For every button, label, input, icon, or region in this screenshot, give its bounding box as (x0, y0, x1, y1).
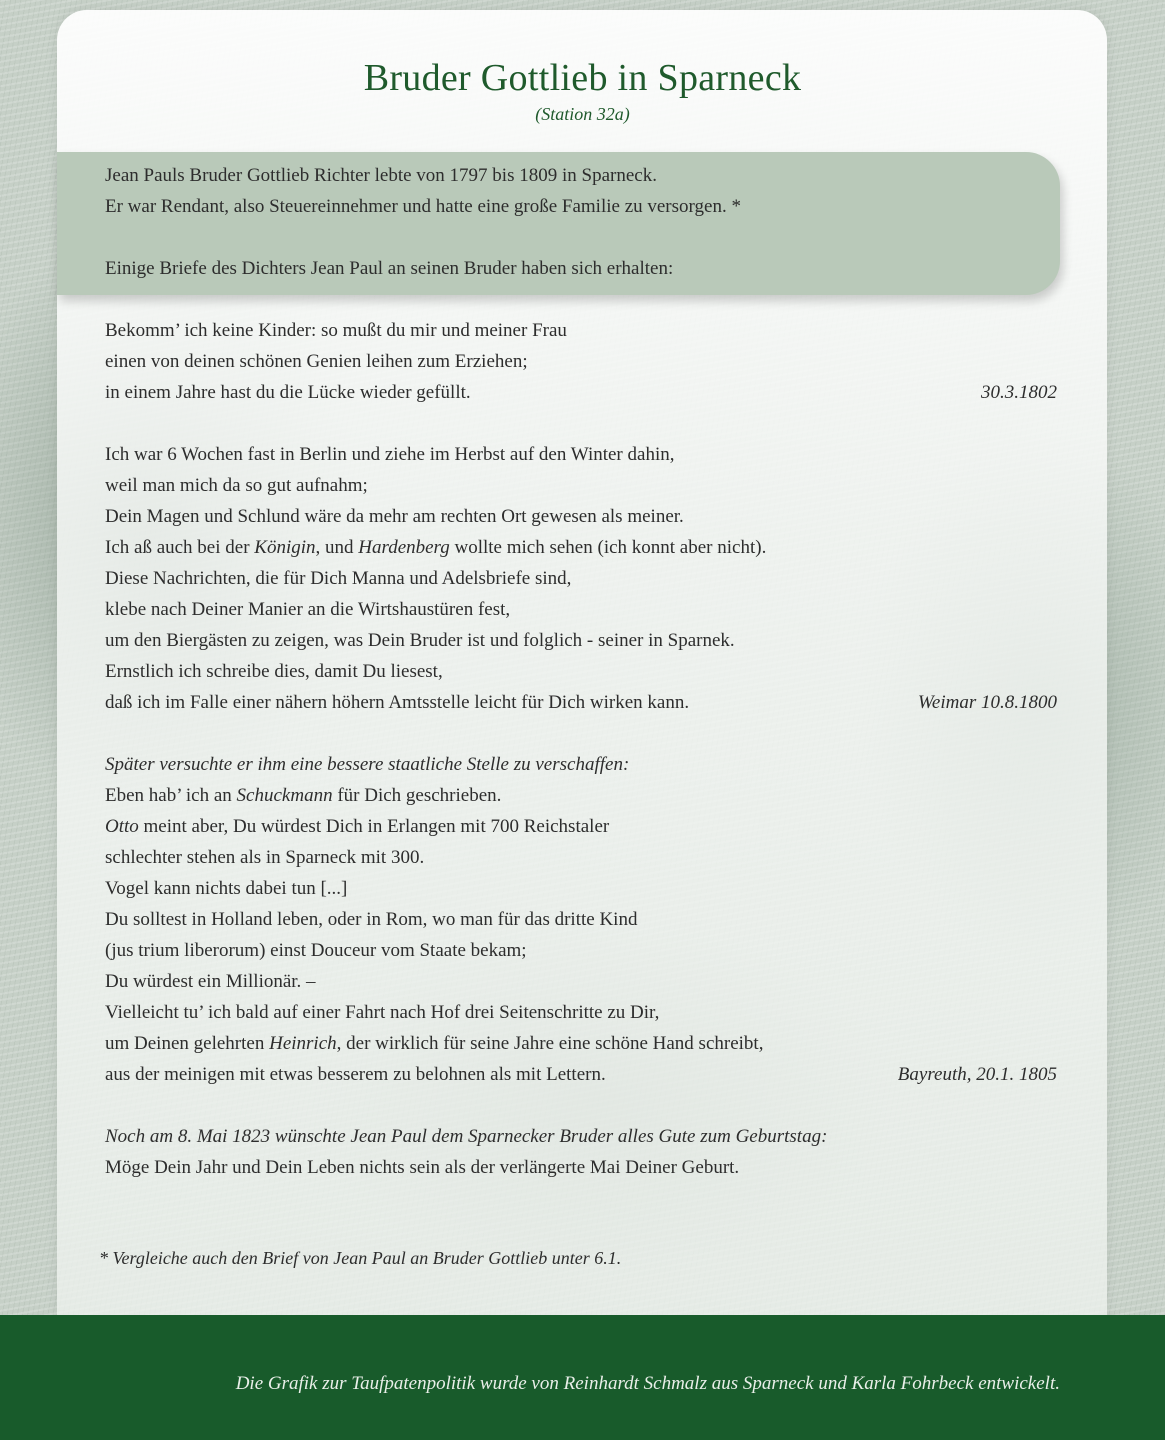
text-segment: meint aber, Du würdest Dich in Erlangen mit 700 Reichstaler (138, 816, 610, 837)
emphasis-schuckmann: Schuckmann (236, 785, 333, 806)
text-segment: wollte mich sehen (ich konnt aber nicht). (449, 537, 767, 558)
intro-line-2: Er war Rendant, also Steuereinnehmer und hatte eine große Familie zu versorgen. * (105, 196, 741, 217)
letter1-date: 30.3.1802 (981, 382, 1057, 403)
letter3-line-5: Du solltest in Holland leben, oder in Rom, wo man für das dritte Kind (105, 909, 638, 930)
letter2-line-8: Ernstlich ich schreibe dies, damit Du liesest, (105, 661, 443, 682)
letter2-line-2: weil man mich da so gut aufnahm; (105, 475, 368, 496)
letter2-line-3: Dein Magen und Schlund wäre da mehr am rechten Ort gewesen als meiner. (105, 506, 684, 527)
intro-line-3: Einige Briefe des Dichters Jean Paul an seinen Bruder haben sich erhalten: (105, 258, 674, 279)
letter2-line-5: Diese Nachrichten, die für Dich Manna und Adelsbriefe sind, (105, 568, 572, 589)
page-title: Bruder Gottlieb in Sparneck (363, 57, 802, 99)
letter3-line-1 (105, 785, 501, 807)
letter1-line-1: Bekomm’ ich keine Kinder: so mußt du mir und meiner Frau (105, 320, 567, 341)
text-segment: für Dich geschrieben. (332, 785, 502, 806)
letter2-date: Weimar 10.8.1800 (917, 692, 1057, 713)
letter3-date: Bayreuth, 20.1. 1805 (897, 1064, 1057, 1085)
emphasis-hardenberg: Hardenberg (358, 537, 450, 558)
emphasis-koenigin: Königin (254, 537, 316, 558)
letter2-line-4 (105, 537, 766, 559)
letter2-line-6: klebe nach Deiner Manier an die Wirtshaustüren fest, (105, 599, 511, 620)
text-segment: Eben hab’ ich an (105, 785, 237, 806)
closing-quote: Möge Dein Jahr und Dein Leben nichts sein als der verlängerte Mai Deiner Geburt. (105, 1157, 740, 1178)
emphasis-heinrich: Heinrich (269, 1033, 337, 1054)
text-segment: , und (315, 537, 359, 558)
footnote: * Vergleiche auch den Brief von Jean Paul an Bruder Gottlieb unter 6.1. (99, 1248, 622, 1268)
letter3-intro: Später versuchte er ihm eine bessere staatliche Stelle zu verschaffen: (105, 754, 630, 775)
letter3-line-3: schlechter stehen als in Sparneck mit 300. (105, 847, 425, 868)
text-segment: um Deinen gelehrten (105, 1033, 270, 1054)
text-segment: , der wirklich für seine Jahre eine schöne Hand schreibt, (336, 1033, 764, 1054)
intro-line-1: Jean Pauls Bruder Gottlieb Richter lebte von 1797 bis 1809 in Sparneck. (105, 165, 657, 186)
page-subtitle: (Station 32a) (535, 104, 630, 124)
letter2-line-1: Ich war 6 Wochen fast in Berlin und ziehe im Herbst auf den Winter dahin, (105, 444, 675, 465)
letter3-line-2 (105, 816, 609, 838)
footer-credit: Die Grafik zur Taufpatenpolitik wurde von Reinhardt Schmalz aus Sparneck und Karla Fohrbeck entwickelt. (235, 1373, 1060, 1394)
letter3-line-8: Vielleicht tu’ ich bald auf einer Fahrt nach Hof drei Seitenschritte zu Dir, (105, 1002, 660, 1023)
letter3-line-7: Du würdest ein Millionär. – (105, 971, 316, 992)
letter3-line-9 (105, 1033, 763, 1055)
letter2-line-7: um den Biergästen zu zeigen, was Dein Bruder ist und folglich - seiner in Sparnek. (105, 630, 735, 651)
letter3-line-4: Vogel kann nichts dabei tun [...] (105, 878, 348, 899)
letter2-line-9: daß ich im Falle einer nähern höhern Amtsstelle leicht für Dich wirken kann. (105, 692, 690, 713)
text-segment: Ich aß auch bei der (105, 537, 255, 558)
closing-intro: Noch am 8. Mai 1823 wünschte Jean Paul dem Sparnecker Bruder alles Gute zum Geburtstag: (105, 1126, 828, 1147)
letter1-line-2: einen von deinen schönen Genien leihen zum Erziehen; (105, 351, 528, 372)
letter3-line-6: (jus trium liberorum) einst Douceur vom Staate bekam; (105, 940, 527, 961)
letter1-line-3: in einem Jahre hast du die Lücke wieder gefüllt. (105, 382, 471, 403)
emphasis-otto: Otto (105, 816, 139, 837)
letter3-line-10: aus der meinigen mit etwas besserem zu belohnen als mit Lettern. (105, 1064, 606, 1085)
